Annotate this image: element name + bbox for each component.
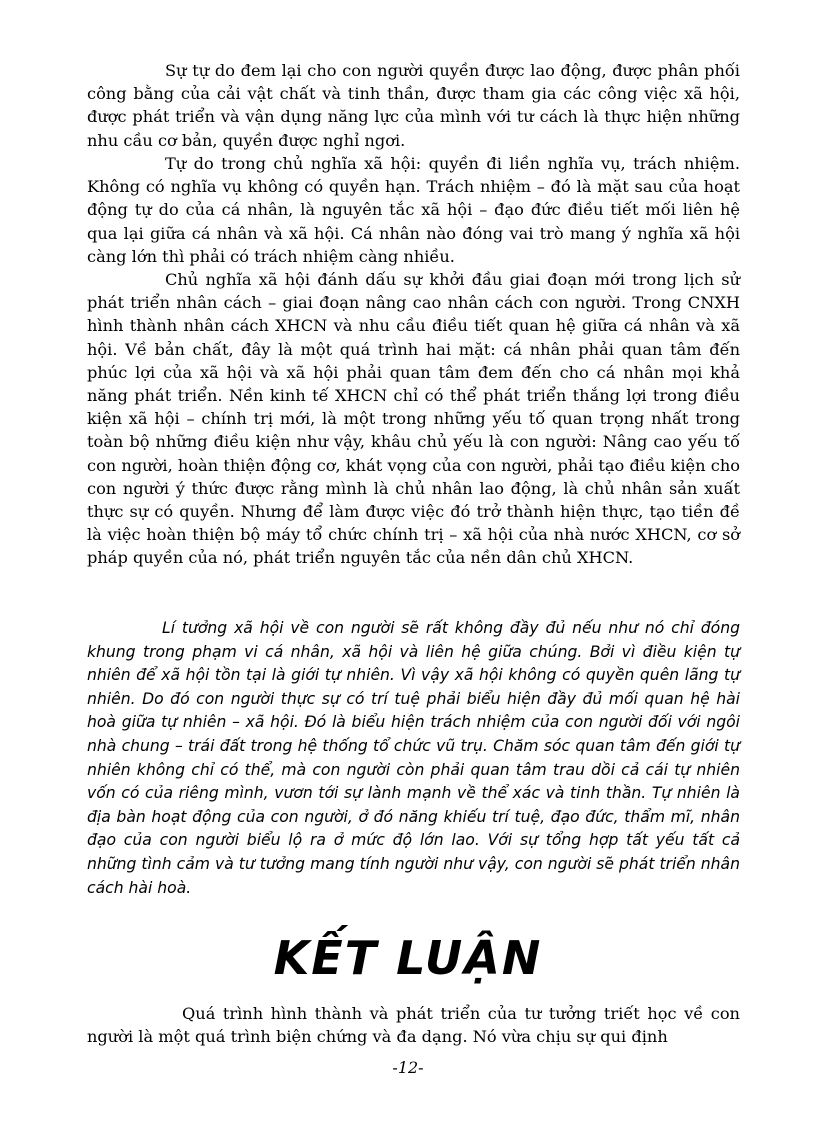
paragraph-conclusion: Quá trình hình thành và phát triển của tư tưởng triết học về con người là một quá trình biện chứng và đa dạng. Nó vừa chịu sự qui định — [87, 1004, 740, 1047]
paragraph-freedom-rights: Sự tự do đem lại cho con người quyền được lao động, được phân phối công bằng của cải vật chất và tinh thần, được tham gia các công việc xã hội, được phát triển và vận dụng năng lực của mình với tư cách là thực hiện những nhu cầu cơ bản, quyền được nghỉ ngơi. — [87, 61, 740, 150]
paragraph-social-ideal-nature: Lí tưởng xã hội về con người sẽ rất không đầy đủ nếu như nó chỉ đóng khung trong phạm vi cá nhân, xã hội và liên hệ giữa chúng. Bởi vì điều kiện tự nhiên để xã hội tồn tại là giới tự nhiên. Vì vậy xã hội không có quyền quên lãng tự nhiên. Do đó con người thực sự có trí tuệ phải biểu hiện đầy đủ mối quan hệ hài hoà giữa tự nhiên – xã hội. Đó là biểu hiện trách nhiệm của con người đối với ngôi nhà chung – trái đất trong hệ thống tổ chức vũ trụ. Chăm sóc quan tâm đến giới tự nhiên không chỉ có thể, mà con người còn phải quan tâm trau dồi cả cái tự nhiên vốn có của riêng mình, vươn tới sự lành mạnh về thể xác và tinh thần. Tự nhiên là địa bàn hoạt động của con người, ở đó năng khiếu trí tuệ, đạo đức, thẩm mĩ, nhân đạo của con người biểu lộ ra ở mức độ lớn lao. Với sự tổng hợp tất yếu tất cả những tình cảm và tư tưởng mang tính người như vậy, con người sẽ phát triển nhân cách hài hoà. — [87, 619, 740, 897]
paragraph-freedom-responsibility: Tự do trong chủ nghĩa xã hội: quyền đi liền nghĩa vụ, trách nhiệm. Không có nghĩa vụ không có quyền hạn. Trách nhiệm – đó là mặt sau của hoạt động tự do của cá nhân, là nguyên tắc xã hội – đạo đức điều tiết mối liên hệ qua lại giữa cá nhân và xã hội. Cá nhân nào đóng vai trò mang ý nghĩa xã hội càng lớn thì phải có trách nhiệm càng nhiều. — [87, 154, 740, 266]
conclusion-heading: KẾT LUẬN — [273, 931, 543, 985]
paragraph-socialism-personality: Chủ nghĩa xã hội đánh dấu sự khởi đầu giai đoạn mới trong lịch sử phát triển nhân cách – giai đoạn nâng cao nhân cách con người. Trong CNXH hình thành nhân cách XHCN và nhu cầu điều tiết quan hệ giữa cá nhân và xã hội. Về bản chất, đây là một quá trình hai mặt: cá nhân phải quan tâm đến phúc lợi của xã hội và xã hội phải quan tâm đem đến cho cá nhân mọi khả năng phát triển. Nền kinh tế XHCN chỉ có thể phát triển thắng lợi trong điều kiện xã hội – chính trị mới, là một trong những yếu tố quan trọng nhất trong toàn bộ những điều kiện như vậy, khâu chủ yếu là con người: Nâng cao yếu tố con người, hoàn thiện động cơ, khát vọng của con người, phải tạo điều kiện cho con người ý thức được rằng mình là chủ nhân lao động, là chủ nhân sản xuất thực sự có quyền. Nhưng để làm được việc đó trở thành hiện thực, tạo tiền đề là việc hoàn thiện bộ máy tổ chức chính trị – xã hội của nhà nước XHCN, cơ sở pháp quyền của nó, phát triển nguyên tắc của nền dân chủ XHCN. — [87, 270, 740, 568]
page-number: -12- — [392, 1058, 424, 1077]
